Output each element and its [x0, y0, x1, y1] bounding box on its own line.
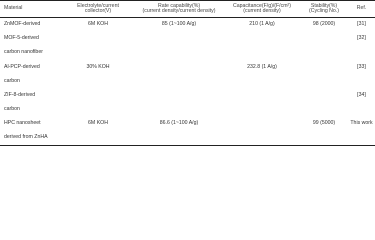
table-row — [0, 88, 375, 102]
table-row — [0, 103, 375, 117]
cell-capacitance: 210 (1 A/g) — [249, 21, 275, 28]
cell-ref — [348, 103, 375, 117]
cell-material: carbon — [4, 77, 20, 84]
cell-material: derived from ZnHA — [0, 131, 62, 145]
cell-rate-capability — [134, 32, 224, 46]
cell-material: HPC nanosheet — [4, 120, 41, 127]
cell-ref: [32] — [357, 35, 366, 42]
cell-electrolyte — [62, 103, 134, 117]
cell-stability — [300, 103, 348, 117]
header-capacitance: Capacitance(F/g)/(F/cm²) (current density) — [224, 1, 300, 18]
cell-material: carbon nanofiber — [4, 49, 43, 56]
cell-stability — [300, 131, 348, 145]
table-row — [0, 18, 375, 32]
cell-capacitance — [224, 131, 300, 145]
cell-ref — [348, 131, 375, 145]
cell-capacitance — [224, 88, 300, 102]
cell-rate-capability — [134, 88, 224, 102]
cell-rate-capability — [134, 74, 224, 88]
cell-capacitance — [224, 103, 300, 117]
cell-stability — [300, 32, 348, 46]
cell-electrolyte: 30% KOH — [86, 63, 110, 70]
header-row — [0, 1, 375, 18]
cell-rate-capability — [134, 60, 224, 74]
cell-stability — [300, 74, 348, 88]
cell-stability: 98 (2000) — [312, 21, 336, 28]
cell-stability: 99 (5000) — [312, 120, 336, 127]
cell-stability — [300, 88, 348, 102]
header-material: Material — [0, 1, 62, 18]
cell-material: ZIF-8-derived — [4, 91, 36, 98]
cell-electrolyte: 6M KOH — [88, 21, 108, 28]
cell-ref: [33] — [357, 63, 366, 70]
cell-rate-capability: 85 (1~100 A/g) — [161, 21, 197, 28]
table-row — [0, 32, 375, 46]
cell-electrolyte — [62, 74, 134, 88]
table-row — [0, 74, 375, 88]
cell-capacitance: 232.8 (1 A/g) — [247, 63, 277, 70]
cell-stability — [300, 60, 348, 74]
cell-electrolyte — [62, 88, 134, 102]
cell-capacitance — [224, 74, 300, 88]
cell-material: Al-PCP-derived — [4, 63, 40, 70]
header-ref: Ref. — [348, 1, 375, 18]
cell-material: ZnMOF-derived — [4, 21, 41, 28]
cell-stability — [300, 46, 348, 60]
cell-electrolyte — [62, 46, 134, 60]
cell-electrolyte — [62, 131, 134, 145]
cell-ref: This work — [350, 120, 373, 127]
cell-material: carbon — [4, 106, 20, 113]
cell-ref: [31] — [357, 21, 366, 28]
header-stability: Stability(%) (Cycling No.) — [300, 1, 348, 18]
cell-rate-capability — [134, 131, 224, 145]
cell-ref — [348, 74, 375, 88]
cell-rate-capability — [134, 46, 224, 60]
cell-capacitance — [224, 117, 300, 131]
cell-material: MOF-5-derived — [4, 35, 39, 42]
table-row — [0, 46, 375, 60]
table-row — [0, 60, 375, 74]
cell-ref — [348, 46, 375, 60]
table-row — [0, 131, 375, 145]
cell-ref: [34] — [357, 91, 366, 98]
header-electrolyte: Electrolyte/current collector(V) — [62, 1, 134, 18]
cell-capacitance — [224, 46, 300, 60]
cell-electrolyte — [62, 32, 134, 46]
cell-capacitance — [224, 32, 300, 46]
cell-rate-capability: 86.6 (1~100 A/g) — [159, 120, 199, 127]
cell-electrolyte: 6M KOH — [88, 120, 108, 127]
cell-rate-capability — [134, 103, 224, 117]
table-row — [0, 117, 375, 131]
header-rate-capability: Rate capability(%) (current density/current density) — [134, 1, 224, 18]
